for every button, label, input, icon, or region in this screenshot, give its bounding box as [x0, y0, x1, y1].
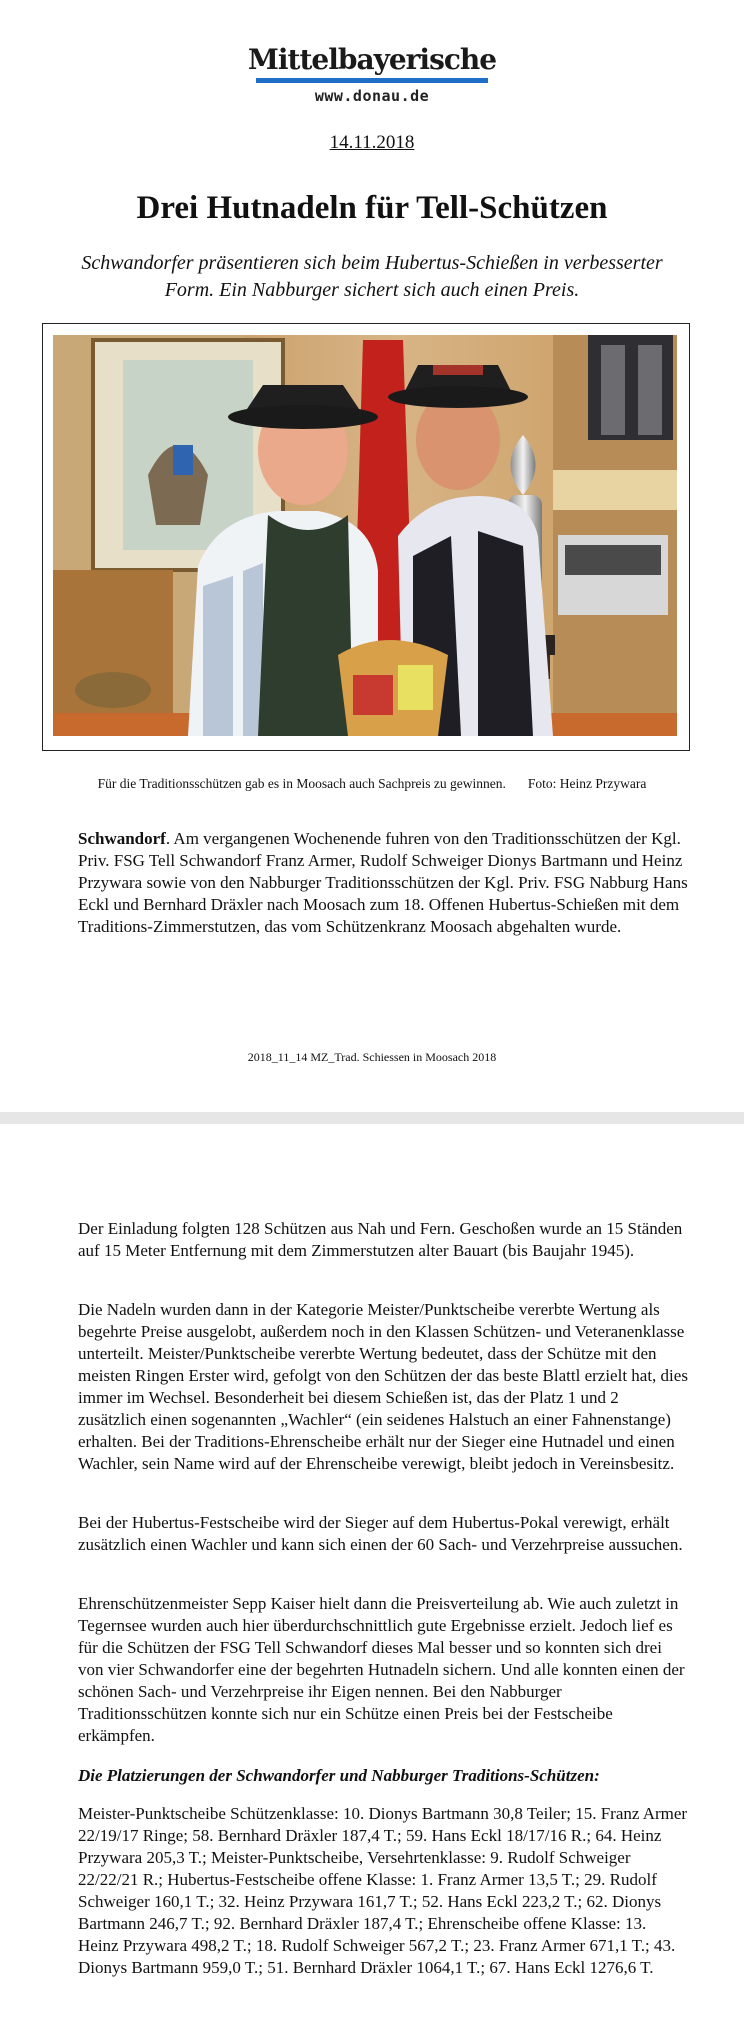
- subtitle: Schwandorfer präsentieren sich beim Hubertus-Schießen in verbesserter Form. Ein Nabburger sichert sich auch einen Preis.: [81, 252, 663, 301]
- page-two: [0, 1124, 744, 2042]
- body-paragraph: Ehrenschützenmeister Sepp Kaiser hielt dann die Preisverteilung ab. Wie auch zuletzt in Tegernsee wurden auch hier überdurchschnittlich gute Ergebnisse erzielt. Jedoch lief es für die Schützen der FSG Tell Schwandorf dieses Mal besser und so konnten sich drei von vier Schwandorfer eine der begehrten Hutnadeln sichern. Und alle konnten einen der schönen Sach- und Verzehrpreise ihr Eigen nennen. Bei den Nabburger Traditionsschützen konnte sich nur ein Schütze einen Preis bei der Festscheibe erkämpfen.: [78, 1594, 685, 1745]
- page-separator: [0, 1112, 744, 1124]
- logo-wordmark: Mittelbayerische: [247, 43, 497, 76]
- newspaper-logo: [0, 44, 744, 105]
- headline: Drei Hutnadeln für Tell-Schützen: [136, 190, 608, 226]
- article-photo: [53, 335, 677, 736]
- lead-text: . Am vergangenen Wochenende fuhren von den Traditionsschützen der Kgl. Priv. FSG Tell Schwandorf Franz Armer, Rudolf Schweiger Dionys Bartmann und Heinz Przywara sowie von den Nabburger Traditionsschützen der Kgl. Priv. FSG Nabburg Hans Eckl und Bernhard Dräxler nach Moosach zum 18. Offenen Hubertus-Schießen mit dem Traditions-Zimmerstutzen, das vom Schützenkranz Moosach abgehalten wurde.: [78, 829, 688, 936]
- body-paragraph: Die Nadeln wurden dann in der Kategorie Meister/Punktscheibe vererbte Wertung als begehrte Preise ausgelobt, außerdem noch in den Klassen Schützen- und Veteranenklasse unterteilt. Meister/Punktscheibe vererbte Wertung bedeutet, dass der Schütze mit den meisten Ringen Erster wird, gefolgt von den Schützen der das beste Blattl erzielt hat, dies immer im Wechsel. Besonderheit bei diesem Schießen ist, das der Platz 1 und 2 zusätzlich einen sogenannten „Wachler“ (ein seidenes Halstuch an einer Fahnenstange) erhalten. Bei der Traditions-Ehrenscheibe erhält nur der Sieger eine Hutnadel und einen Wachler, sein Name wird auf der Ehrenscheibe verewigt, bleibt jedoch in Vereinsbesitz.: [78, 1300, 688, 1473]
- lead-paragraph: [78, 828, 688, 938]
- body-paragraph: Der Einladung folgten 128 Schützen aus Nah und Fern. Geschoßen wurde an 15 Ständen auf 15 Meter Entfernung mit dem Zimmerstutzen alter Bauart (bis Baujahr 1945).: [78, 1219, 683, 1260]
- results-list: Meister-Punktscheibe Schützenklasse: 10. Dionys Bartmann 30,8 Teiler; 15. Franz Armer 22/19/17 Ringe; 58. Bernhard Dräxler 187,4 T.; 59. Hans Eckl 18/17/16 R.; 64. Heinz Przywara 205,3 T.; Meister-Punktscheibe, Versehrtenklasse: 9. Rudolf Schweiger 22/22/21 R.; Hubertus-Festscheibe offene Klasse: 1. Franz Armer 13,5 T.; 29. Rudolf Schweiger 160,1 T.; 32. Heinz Przywara 161,7 T.; 52. Hans Eckl 223,2 T.; 62. Dionys Bartmann 246,7 T.; 92. Bernhard Dräxler 187,4 T.; Ehrenscheibe offene Klasse: 13. Heinz Przywara 498,2 T.; 18. Rudolf Schweiger 567,2 T.; 23. Franz Armer 671,1 T.; 43. Dionys Bartmann 959,0 T.; 51. Bernhard Dräxler 1064,1 T.; 67. Hans Eckl 1276,6 T.: [78, 1804, 688, 1977]
- lead-place: Schwandorf: [78, 829, 166, 848]
- photo-illustration: [53, 335, 677, 736]
- photo-frame: [42, 323, 690, 751]
- article-date-text: 14.11.2018: [329, 132, 415, 153]
- photo-caption-text: Für die Traditionsschützen gab es in Moosach auch Sachpreis zu gewinnen.: [97, 776, 506, 791]
- results-heading: Die Platzierungen der Schwandorfer und Nabburger Traditions-Schützen:: [78, 1766, 600, 1785]
- photo-caption: [0, 776, 744, 792]
- photo-credit: Foto: Heinz Przywara: [527, 776, 647, 791]
- page-footer: 2018_11_14 MZ_Trad. Schiessen in Moosach 2018: [247, 1050, 497, 1064]
- logo-underline: [256, 78, 488, 83]
- body-paragraph: Bei der Hubertus-Festscheibe wird der Sieger auf dem Hubertus-Pokal verewigt, erhält zusätzlich einen Wachler und kann sich einen der 60 Sach- und Verzehrpreise aussuchen.: [78, 1513, 683, 1554]
- logo-url: www.donau.de: [314, 87, 430, 105]
- article-date: [0, 132, 744, 154]
